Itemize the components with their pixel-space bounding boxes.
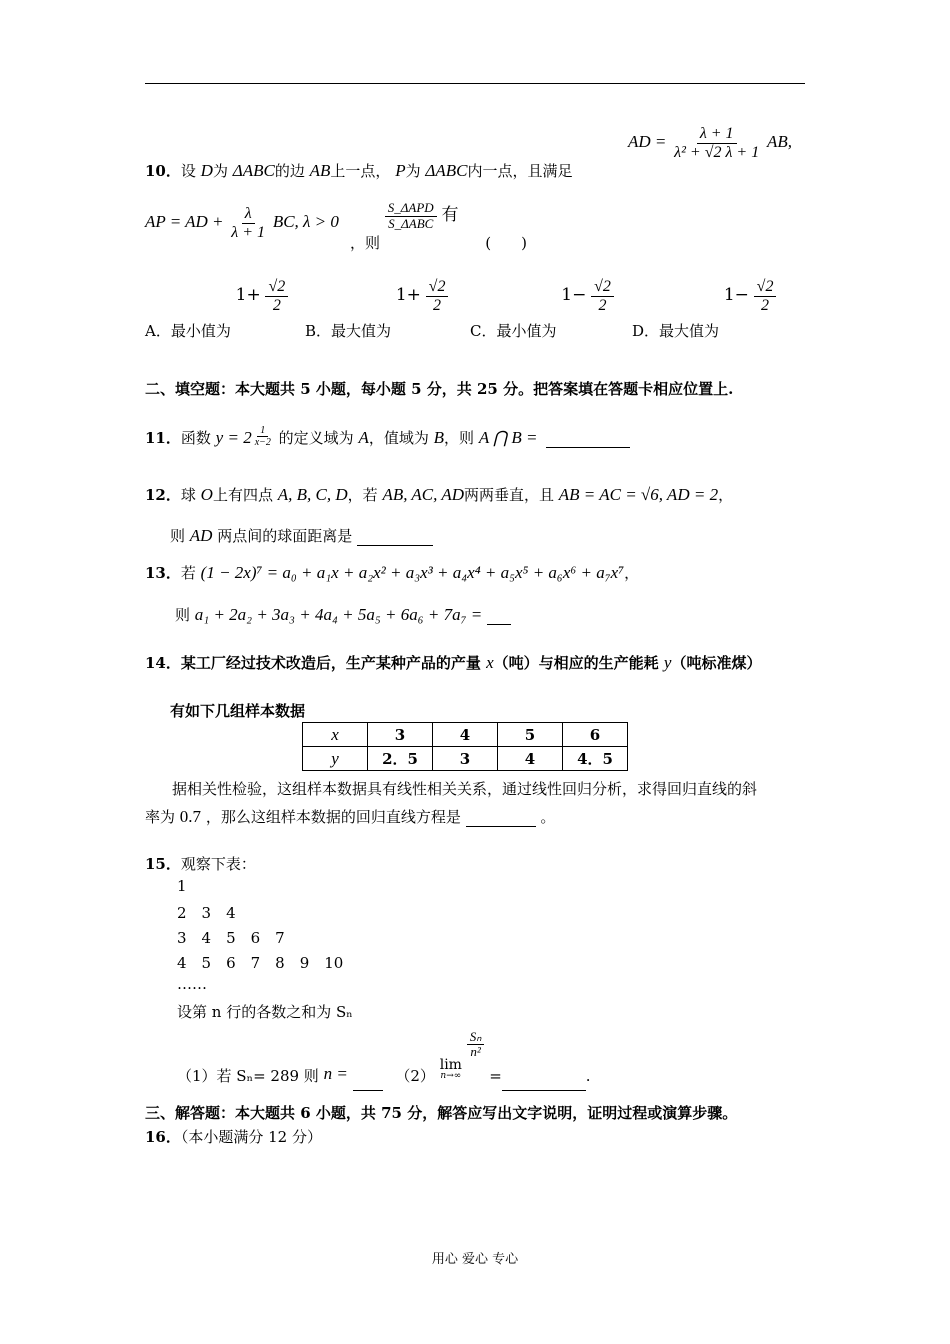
q11-answer-blank[interactable] (546, 433, 630, 448)
q15-description: 设第 n 行的各数之和为 Sₙ (177, 1003, 353, 1021)
q15-limit: lim n→∞ (439, 1056, 462, 1081)
q15-parts: （1）若 Sₙ= 289 则 n = （2） lim n→∞ $\frac{\text{Sₙ}}{\text{n²}}$ = . (177, 1030, 591, 1061)
q13-answer-blank[interactable] (487, 610, 511, 625)
q11: 11．函数 y = 2 $^{\frac{1}{x-2}}$ 的定义域为 A，值域为 B，则 A ⋂ B = (145, 425, 630, 448)
table-row: y 2．5 3 4 4．5 (303, 747, 628, 771)
q14-paragraph-1: 据相关性检验，这组样本数据具有线性相关关系，通过线性回归分析，求得回归直线的斜 (172, 780, 758, 798)
q10-option-b: B．最大值为 1+ $\frac{√2}{2}$ (305, 278, 448, 314)
q14-data-table (302, 722, 628, 771)
page-footer: 用心 爱心 专心 (431, 1252, 519, 1267)
q15-title: 15．观察下表： (145, 855, 256, 873)
q13-line-2: 则 a₁ + 2a₂ + 3a₃ + 4a₄ + 5a₅ + 6a₆ + 7a₇ = (175, 604, 511, 625)
q15-row-4: 4 5 6 7 8 9 10 (177, 954, 344, 972)
q15-row-1: 1 (177, 877, 187, 895)
q10-line-1: 10．设 D为 ΔABC的边 AB上一点， P为 ΔABC内一点，且满足 (145, 161, 573, 180)
q10-equation-1: AD = $\frac{\lambda + 1}{\text{λ² + √2 λ + 1}}$ AB, (628, 125, 793, 161)
q12-answer-blank[interactable] (357, 531, 433, 546)
header-rule (145, 83, 805, 84)
q14-line-2: 有如下几组样本数据 (170, 702, 306, 720)
q15-row-5: …… (177, 975, 207, 993)
q13-line-1: 13．若 (1 − 2x)⁷ = a₀ + a₁x + a₂x² + a₃x³ + a₄x⁴ + a₅x⁵ + a₆x⁶ + a₇x⁷， (145, 563, 640, 582)
q10-eq2-fraction: $\frac{\lambda}{\lambda + 1}$ (231, 205, 266, 241)
q15-row-2: 2 3 4 (177, 904, 236, 922)
q10-option-d: D．最大值为 1− $\frac{√2}{2}$ (632, 278, 776, 314)
q14-paragraph-2: 率为 0.7 ，那么这组样本数据的回归直线方程是 。 (145, 807, 556, 826)
q10-option-c: C．最小值为 1− $\frac{√2}{2}$ (470, 278, 614, 314)
section-2-heading: 二、填空题：本大题共 5 小题，每小题 5 分，共 25 分。把答案填在答题卡相应位置上. (145, 380, 734, 398)
q15-row-3: 3 4 5 6 7 (177, 929, 285, 947)
table-row: x 3 4 5 6 (303, 723, 628, 747)
q14-answer-blank[interactable] (466, 812, 536, 827)
q16: 16．（本小题满分 12 分） (145, 1128, 322, 1146)
q12-line-2: 则 AD 两点间的球面距离是 (170, 525, 433, 546)
q15-part1-blank[interactable] (353, 1076, 383, 1091)
q14-line-1: 14．某工厂经过技术改造后，生产某种产品的产量 x（吨）与相应的生产能耗 y（吨标准煤） (145, 653, 762, 672)
q10-eq1-fraction: $\frac{\lambda + 1}{\text{λ² + √2 λ + 1}}$ (674, 125, 760, 161)
q10-option-a: A．最小值为 1+ $\frac{√2}{2}$ (145, 278, 288, 314)
q15-part2-blank[interactable] (502, 1076, 586, 1091)
q12-line-1: 12．球 O上有四点 A, B, C, D，若 AB, AC, AD两两垂直，且 AB = AC = √6, AD = 2， (145, 485, 734, 504)
q10-equation-2: AP = AD + $\frac{\lambda}{\lambda + 1}$ BC, λ > 0 (145, 205, 339, 241)
q10-ratio-line: ，则 $\frac{\text{S\_ΔAPD}}{\text{S\_ΔABC}}$ 有 ( ) (350, 200, 527, 252)
q10-area-ratio: $\frac{\text{S\_ΔAPD}}{\text{S\_ΔABC}}$ (385, 201, 437, 231)
section-3-heading: 三、解答题：本大题共 6 小题，共 75 分，解答应写出文字说明，证明过程或演算步骤。 (145, 1104, 738, 1122)
